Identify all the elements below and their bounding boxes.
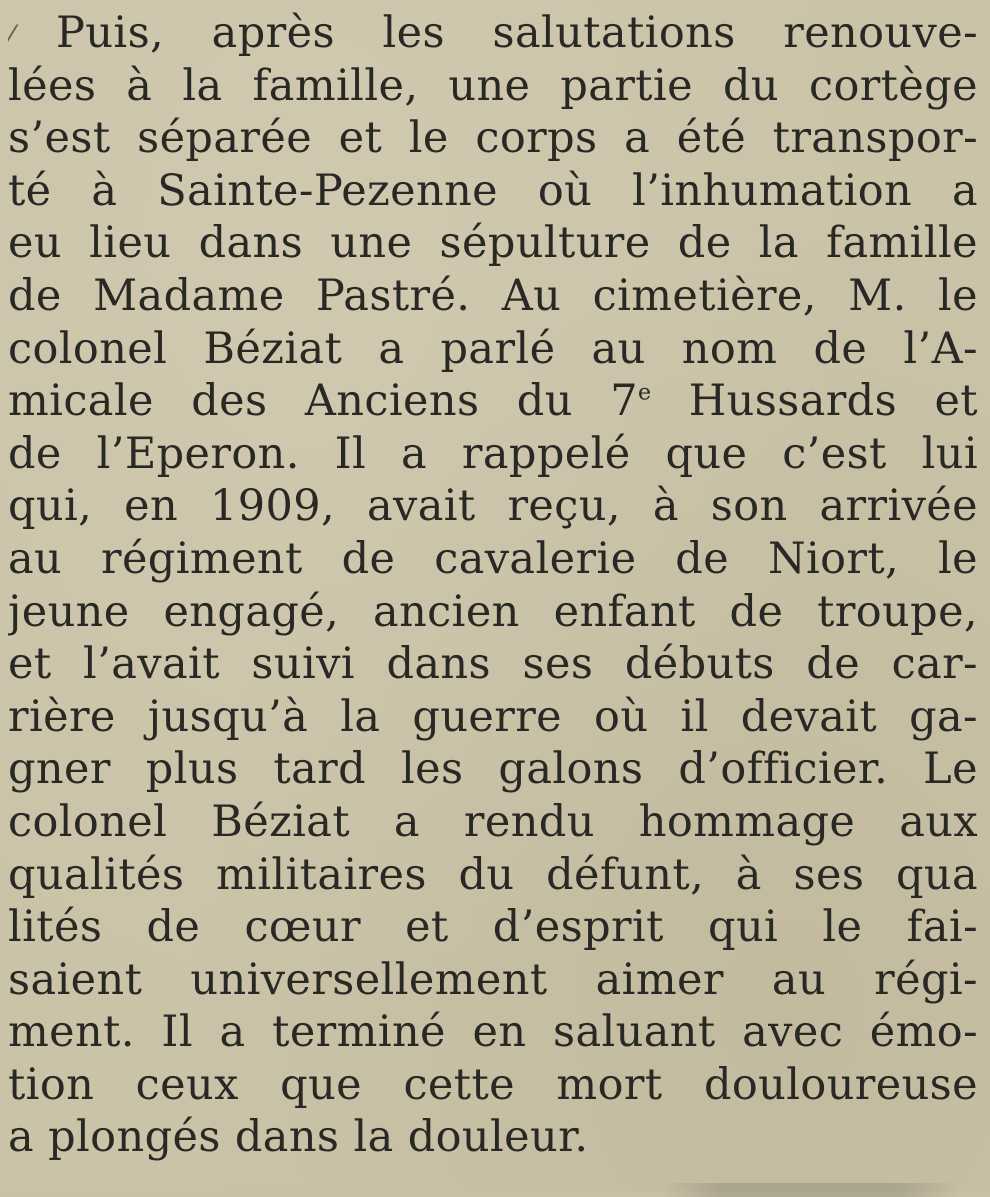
article-line-5: eu lieu dans une sépulture de la famille [8, 218, 978, 269]
article-line-19: saient universellement aimer au régi- [8, 954, 978, 1005]
article-line-7: colonel Béziat a parlé au nom de l’A- [8, 323, 978, 374]
article-line-1 [8, 7, 978, 60]
article-line-16: colonel Béziat a rendu hommage aux [8, 796, 978, 847]
article-line-1-text: Puis, après les salutations renouve- [56, 8, 978, 58]
ordinal-superscript: e [637, 380, 652, 406]
article-line-11: au régiment de cavalerie de Niort, le [8, 533, 978, 584]
article-line-14: rière jusqu’à la guerre où il devait ga- [8, 691, 978, 742]
article-line-4: té à Sainte-Pezenne où l’inhumation a [8, 165, 978, 216]
article-line-9: de l’Eperon. Il a rappelé que c’est lui [8, 428, 978, 479]
article-line-2: lées à la famille, une partie du cortège [8, 60, 978, 111]
article-line-8 [8, 375, 978, 428]
margin-mark: ⁄ [8, 20, 14, 55]
article-line-12: jeune engagé, ancien enfant de troupe, [8, 586, 978, 637]
article-line-8-head: micale des Anciens du 7 [8, 376, 638, 427]
cut-off-text-fragment [660, 1183, 960, 1197]
article-line-18: lités de cœur et d’esprit qui le fai- [8, 902, 978, 953]
article-line-20: ment. Il a terminé en saluant avec émo- [8, 1007, 978, 1058]
article-line-3: s’est séparée et le corps a été transpor- [8, 113, 978, 164]
article-line-8-tail: Hussards et [651, 376, 978, 427]
article-line-17: qualités militaires du défunt, à ses qua [8, 849, 978, 900]
article-line-10: qui, en 1909, avait reçu, à son arrivée [8, 481, 978, 532]
article-line-21: tion ceux que cette mort douloureuse [8, 1059, 978, 1110]
article-line-15: gner plus tard les galons d’officier. Le [8, 744, 978, 795]
article-line-22: a plongés dans la douleur. [8, 1112, 589, 1163]
article-line-6: de Madame Pastré. Au cimetière, M. le [8, 270, 978, 321]
article-line-13: et l’avait suivi dans ses débuts de car- [8, 639, 978, 690]
article-column [8, 7, 978, 1164]
